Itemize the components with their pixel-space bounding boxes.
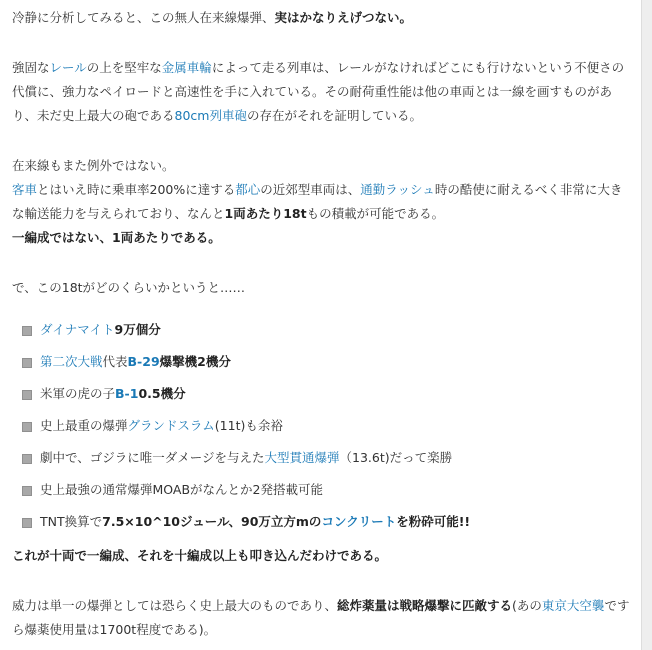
emphasis: 実はかなりえげつない。 <box>274 10 413 25</box>
link-grand-slam[interactable]: グランドスラム <box>127 418 215 433</box>
text: ですら爆薬使用量は1700t程度である)。 <box>12 598 630 637</box>
text: TNT換算で <box>40 514 103 529</box>
link-80cm-railway-gun[interactable]: 80cm列車砲 <box>174 108 247 123</box>
link-commuter-rush[interactable]: 通勤ラッシュ <box>360 182 435 197</box>
text: 劇中で、ゴジラに唯一ダメージを与えた <box>40 450 265 465</box>
text: 代表 <box>102 354 128 369</box>
square-bullet-icon <box>22 518 32 528</box>
scrollbar[interactable] <box>641 0 652 650</box>
text: の近郊型車両は、 <box>260 182 361 197</box>
list-item <box>12 506 632 538</box>
text: の上を堅牢な <box>86 60 162 75</box>
emphasis: 1両あたり18t <box>224 206 307 221</box>
text: 時の酷使に耐えるべく非常に大きな輸送能力を与えられており、なんと <box>12 182 623 221</box>
link-rail[interactable]: レール <box>49 60 87 75</box>
list-item <box>12 314 632 346</box>
paragraph-power <box>12 594 632 642</box>
text: 史上最強の通常爆弾MOAB <box>40 482 191 497</box>
link-b29[interactable]: B-29 <box>127 354 160 369</box>
article-body <box>12 6 632 642</box>
list-item <box>12 442 632 474</box>
link-bunker-buster[interactable]: 大型貫通爆弾 <box>264 450 340 465</box>
text: によって走る列車は、レールがなければどこにも行けないという不便さの代償に、強力なペイロードと高速性を手に入れている。その耐荷重性能は他の車両とは一線を画すものがあり、未だ史上最大の砲である <box>12 60 625 123</box>
link-city-center[interactable]: 都心 <box>235 182 261 197</box>
text: もの積載が可能である。 <box>306 206 445 221</box>
text: (あの <box>512 598 542 613</box>
paragraph-rail <box>12 56 632 128</box>
list-item <box>12 474 632 506</box>
paragraph-conventional-line <box>12 154 632 250</box>
list-item <box>12 378 632 410</box>
text: 米軍の虎の子 <box>40 386 116 401</box>
square-bullet-icon <box>22 326 32 336</box>
text: 威力は単一の爆弾としては恐らく史上最大のものであり、 <box>12 598 338 613</box>
paragraph-ten-cars <box>12 544 632 568</box>
text: (11t)も余裕 <box>214 418 283 433</box>
emphasis: 7.5×10^10ジュール、90万立方mの <box>102 514 322 529</box>
link-passenger-car[interactable]: 客車 <box>12 182 38 197</box>
link-metal-wheel[interactable]: 金属車輪 <box>161 60 212 75</box>
emphasis: を粉砕可能!! <box>396 514 471 529</box>
emphasis: 9万個分 <box>114 322 161 337</box>
link-b1[interactable]: B-1 <box>115 386 139 401</box>
emphasis: 爆撃機2機分 <box>159 354 231 369</box>
link-wwii[interactable]: 第二次大戦 <box>40 354 103 369</box>
square-bullet-icon <box>22 358 32 368</box>
list-item <box>12 346 632 378</box>
link-tokyo-air-raid[interactable]: 東京大空襲 <box>541 598 605 613</box>
text: の存在がそれを証明している。 <box>246 108 422 123</box>
text: 在来線もまた例外ではない。 <box>12 158 175 173</box>
emphasis: 総炸薬量は戦略爆撃に匹敵する <box>337 598 513 613</box>
paragraph-18t: で、この18tがどのくらいかというと…… <box>12 280 246 295</box>
text: 強固な <box>12 60 50 75</box>
text: 冷静に分析してみると、この無人在来線爆弾、 <box>12 10 275 25</box>
square-bullet-icon <box>22 454 32 464</box>
text: がなんとか2発搭載可能 <box>190 482 323 497</box>
square-bullet-icon <box>22 422 32 432</box>
text: とはいえ時に乗車率200%に達する <box>37 182 236 197</box>
square-bullet-icon <box>22 486 32 496</box>
text: （13.6t)だって楽勝 <box>339 450 453 465</box>
square-bullet-icon <box>22 390 32 400</box>
emphasis: 0.5機分 <box>138 386 186 401</box>
link-concrete[interactable]: コンクリート <box>321 514 397 529</box>
link-dynamite[interactable]: ダイナマイト <box>40 322 115 337</box>
paragraph-intro <box>12 6 632 30</box>
emphasis: これが十両で一編成、それを十編成以上も叩き込んだわけである。 <box>12 548 388 563</box>
list-item <box>12 410 632 442</box>
comparison-list <box>12 314 632 538</box>
text: 史上最重の爆弾 <box>40 418 128 433</box>
emphasis: 一編成ではない、1両あたりである。 <box>12 230 221 245</box>
